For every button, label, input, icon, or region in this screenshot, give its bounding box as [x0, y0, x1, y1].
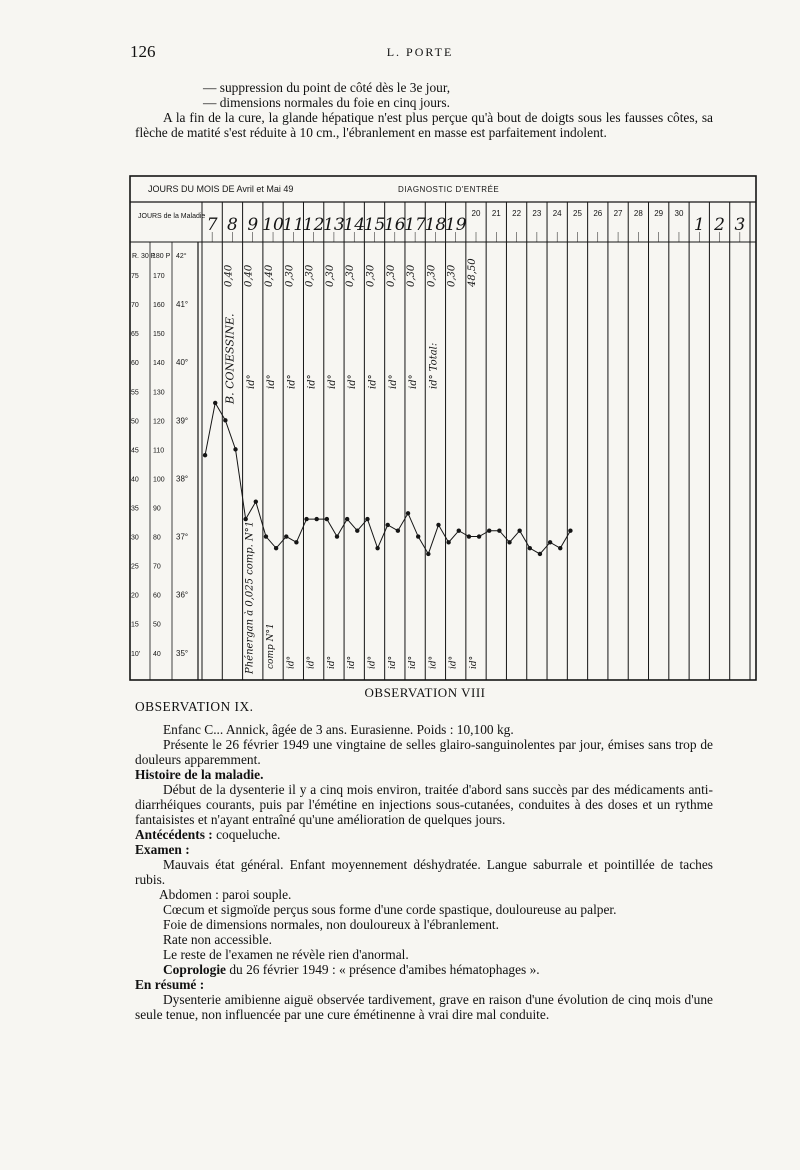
temperature-point: [517, 529, 521, 533]
temperature-point: [254, 499, 258, 503]
page-number: 126: [130, 42, 156, 61]
temperature-point: [213, 401, 217, 405]
dose-label: 0,30: [304, 264, 316, 287]
pulse-tick-label: 90: [153, 505, 161, 513]
drug-label: id°: [245, 374, 257, 389]
respiration-tick-label: 60: [131, 360, 139, 368]
drug-label: B. CONESSINE.: [223, 313, 237, 404]
day-label: 25: [573, 209, 582, 218]
temperature-point: [396, 529, 400, 533]
pulse-tick-label: 160: [153, 302, 165, 310]
lower-drug-label: id°: [387, 655, 398, 669]
temperature-point: [558, 546, 562, 550]
chart-frame: [130, 176, 756, 680]
dose-label: 0,40: [223, 264, 235, 287]
day-label: 3: [734, 215, 746, 235]
temperature-point: [315, 517, 319, 521]
temperature-point: [355, 529, 359, 533]
temperature-tick-label: 38°: [176, 474, 189, 484]
intro-line: — dimensions normales du foie en cinq jours.: [203, 95, 450, 110]
temperature-point: [406, 511, 410, 515]
dose-label: 0,30: [446, 264, 458, 287]
lower-drug-label: id°: [408, 655, 419, 669]
drug-label: id°: [266, 374, 278, 389]
temperature-tick-label: 35°: [176, 648, 189, 658]
paragraph-heading: Antécédents :: [135, 827, 213, 842]
pulse-tick-label: 170: [153, 273, 165, 281]
dose-label: 48,50: [466, 258, 478, 287]
day-label: 12: [302, 215, 325, 235]
day-label: 8: [227, 215, 238, 235]
temperature-point: [375, 546, 379, 550]
day-label: 19: [444, 215, 467, 235]
temperature-tick-label: 36°: [176, 590, 189, 600]
dose-label: 0,30: [385, 264, 397, 287]
temperature-tick-label: 37°: [176, 532, 189, 542]
temperature-tick-label: 41°: [176, 300, 189, 310]
temperature-point: [335, 534, 339, 538]
axis-header: R. 30 P: [132, 253, 156, 260]
day-label: 22: [512, 209, 522, 218]
day-label: 10: [262, 215, 284, 235]
day-label: 29: [654, 209, 664, 218]
body-paragraph: Dysenterie amibienne aiguë observée tardivement, grave en raison d'une évolution de cinq mois d'une seule tenue, non influencée par une cure émétinenne à vrai dire mal conduite.: [135, 992, 713, 1022]
dose-label: 0,30: [324, 264, 336, 287]
body-paragraph: Enfanc C... Annick, âgée de 3 ans. Eurasienne. Poids : 10,100 kg.: [163, 722, 514, 737]
day-label: 14: [343, 215, 366, 235]
drug-label: id°: [387, 374, 399, 389]
day-label: 13: [323, 215, 345, 235]
temperature-point: [294, 540, 298, 544]
respiration-tick-label: 75: [131, 273, 139, 281]
respiration-tick-label: 50: [131, 418, 139, 426]
temperature-point: [284, 534, 288, 538]
temperature-point: [203, 453, 207, 457]
day-label: 7: [206, 215, 218, 235]
temperature-point: [467, 534, 471, 538]
lower-drug-label: id°: [306, 655, 317, 669]
respiration-tick-label: 25: [131, 563, 139, 571]
figure-caption: OBSERVATION VIII: [364, 685, 486, 700]
row-header: JOURS de la Maladie: [138, 213, 206, 220]
day-label: 23: [532, 209, 542, 218]
temperature-point: [223, 418, 227, 422]
lower-drug-label: id°: [367, 655, 378, 669]
temperature-point: [457, 529, 461, 533]
observation-title: OBSERVATION IX.: [135, 699, 254, 714]
day-label: 11: [282, 215, 305, 235]
drug-label: id°: [408, 374, 420, 389]
respiration-tick-label: 15: [131, 621, 139, 629]
observation-body: [135, 722, 713, 1022]
respiration-tick-label: 65: [131, 331, 139, 339]
dose-label: 0,30: [284, 264, 296, 287]
pulse-tick-label: 120: [153, 418, 165, 426]
drug-label: id°: [326, 374, 338, 389]
dose-label: 0,40: [264, 264, 276, 287]
temperature-point: [386, 523, 390, 527]
respiration-tick-label: 55: [131, 389, 139, 397]
respiration-tick-label: 30: [131, 534, 139, 542]
day-label: 9: [247, 215, 259, 235]
drug-label: id°: [286, 374, 298, 389]
temperature-point: [477, 534, 481, 538]
pulse-tick-label: 70: [153, 563, 161, 571]
temperature-point: [436, 523, 440, 527]
temperature-point: [243, 517, 247, 521]
day-label: 27: [613, 209, 623, 218]
pulse-tick-label: 40: [153, 650, 161, 658]
chart-title: JOURS DU MOIS DE Avril et Mai 49: [148, 184, 294, 194]
day-label: 1: [693, 215, 705, 235]
intro-section: [135, 80, 713, 140]
running-title: L. PORTE: [386, 45, 454, 59]
respiration-tick-label: 70: [131, 302, 139, 310]
axis-header: 42°: [176, 253, 187, 260]
lower-drug-label: id°: [347, 655, 358, 669]
lower-drug-label: Phénergan à 0,025 comp. N°1: [244, 520, 256, 674]
body-paragraph: Rate non accessible.: [163, 932, 272, 947]
lower-drug-label: comp N°1: [266, 623, 277, 669]
dose-label: 0,30: [406, 264, 418, 287]
paragraph-text: coqueluche.: [212, 827, 281, 842]
drug-label: id° Total:: [428, 342, 440, 389]
temperature-line: [205, 403, 570, 554]
day-label: 15: [363, 215, 386, 235]
temperature-tick-label: 40°: [176, 358, 189, 368]
temperature-point: [487, 529, 491, 533]
lower-drug-label: id°: [286, 655, 297, 669]
temperature-point: [233, 447, 237, 451]
paragraph-text: du 26 février 1949 : « présence d'amibes hématophages ».: [225, 962, 540, 977]
respiration-tick-label: 10': [131, 650, 141, 658]
body-paragraph: Début de la dysenterie il y a cinq mois environ, traitée d'abord sans succès par des médicaments anti-diarrhéiques courants, puis par l'émétine en injections sous-cutanées, conduites à des doses et un rythme fantaisistes et n'ayant entraîné qu'une amélioration de quelques jours.: [135, 782, 713, 827]
temperature-point: [548, 540, 552, 544]
temperature-point: [325, 517, 329, 521]
body-paragraph: Le reste de l'examen ne révèle rien d'anormal.: [163, 947, 409, 962]
body-paragraph: [135, 827, 713, 842]
temperature-point: [507, 540, 511, 544]
paragraph-heading: Coprologie: [163, 962, 226, 977]
body-paragraph: Histoire de la maladie.: [135, 767, 264, 782]
temperature-point: [264, 534, 268, 538]
day-label: 28: [633, 209, 643, 218]
temperature-point: [304, 517, 308, 521]
respiration-tick-label: 45: [131, 447, 139, 455]
temperature-point: [365, 517, 369, 521]
pulse-tick-label: 100: [153, 476, 165, 484]
body-paragraph: Mauvais état général. Enfant moyennement déshydratée. Langue saburrale et pointillée de taches rubis.: [135, 857, 713, 887]
day-label: 21: [491, 209, 501, 218]
page-header: [130, 42, 710, 62]
respiration-tick-label: 20: [131, 592, 139, 600]
day-label: 17: [404, 215, 426, 235]
temperature-point: [497, 529, 501, 533]
pulse-tick-label: 130: [153, 389, 165, 397]
day-label: 18: [424, 215, 447, 235]
temperature-point: [528, 546, 532, 550]
body-paragraph: [135, 962, 713, 977]
axis-header: 180 P: [152, 253, 171, 260]
day-label: 16: [383, 215, 406, 235]
temperature-point: [416, 534, 420, 538]
day-label: 30: [674, 209, 684, 218]
respiration-tick-label: 35: [131, 505, 139, 513]
dose-label: 0,30: [345, 264, 357, 287]
temperature-point: [446, 540, 450, 544]
temperature-chart: [128, 174, 758, 684]
day-label: 2: [714, 215, 725, 235]
body-paragraph: Présente le 26 février 1949 une vingtaine de selles glairo-sanguinolentes par jour, émises sans trop de douleurs apparemment.: [135, 737, 713, 767]
intro-paragraph: A la fin de la cure, la glande hépatique n'est plus perçue qu'à bout de doigts sous les fausses côtes, sa flèche de matité s'est réduite à 10 cm., l'ébranlement en masse est parfaitement indolent.: [135, 110, 713, 140]
pulse-tick-label: 80: [153, 534, 161, 542]
lower-drug-label: id°: [448, 655, 459, 669]
pulse-tick-label: 50: [153, 621, 161, 629]
diagnostic-label: DIAGNOSTIC D'ENTRÉE: [398, 185, 500, 194]
lower-drug-label: id°: [428, 655, 439, 669]
temperature-point: [345, 517, 349, 521]
temperature-point: [538, 552, 542, 556]
lower-drug-label: id°: [469, 655, 479, 669]
pulse-tick-label: 150: [153, 331, 165, 339]
temperature-point: [568, 529, 572, 533]
pulse-tick-label: 110: [153, 447, 165, 455]
day-label: 26: [593, 209, 603, 218]
temperature-point: [274, 546, 278, 550]
temperature-tick-label: 39°: [176, 416, 189, 426]
temperature-point: [426, 552, 430, 556]
day-label: 24: [552, 209, 562, 218]
chart-svg: [128, 174, 758, 684]
lower-drug-label: id°: [326, 655, 337, 669]
body-paragraph: En résumé :: [135, 977, 205, 992]
drug-label: id°: [347, 374, 359, 389]
dose-label: 0,40: [243, 264, 255, 287]
intro-line: — suppression du point de côté dès le 3e jour,: [203, 80, 451, 95]
drug-label: id°: [306, 374, 318, 389]
body-paragraph: Examen :: [135, 842, 190, 857]
pulse-tick-label: 60: [153, 592, 161, 600]
respiration-tick-label: 40: [131, 476, 139, 484]
drug-label: id°: [367, 374, 379, 389]
day-label: 20: [471, 209, 481, 218]
dose-label: 0,30: [426, 264, 438, 287]
pulse-tick-label: 140: [153, 360, 165, 368]
body-paragraph: Foie de dimensions normales, non douloureux à l'ébranlement.: [163, 917, 499, 932]
body-paragraph: Abdomen : paroi souple.: [159, 887, 292, 902]
body-paragraph: Cœcum et sigmoïde perçus sous forme d'une corde spastique, douloureuse au palper.: [163, 902, 617, 917]
dose-label: 0,30: [365, 264, 377, 287]
